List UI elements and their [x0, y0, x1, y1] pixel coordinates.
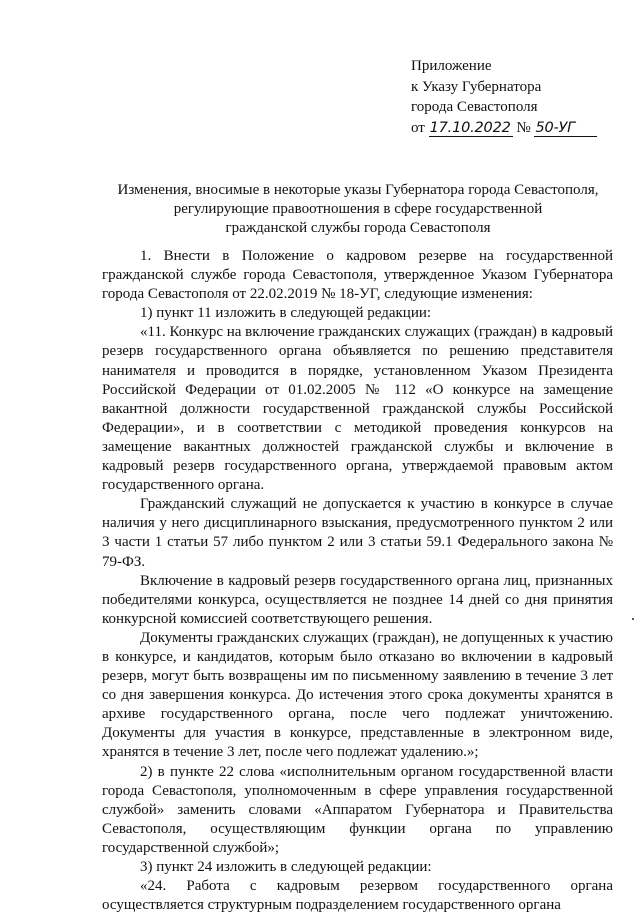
handwritten-number: 50-УГ [534, 120, 597, 137]
appendix-date-line [411, 118, 626, 139]
paragraph-4: Гражданский служащий не допускается к участию в конкурсе в случае наличия у него дисциплинарного взыскания, предусмотренного пунктом 2 или 3 части 1 статьи 57 либо пунктом 2 или 3 статьи 59.1 Федерального закона № 79-ФЗ. [102, 496, 613, 570]
appendix-line-1: Приложение [411, 58, 492, 74]
paragraph-6: Документы гражданских служащих (граждан), не допущенных к участию в конкурсе, и кандидатов, которым было отказано во включении в кадровый резерв, могут быть возвращены им по письменному заявлению в течение 3 лет со дня завершения конкурса. До истечения этого срока документы хранятся в архиве государственного органа, после чего подлежат уничтожению. Документы для участия в конкурсе, представленные в электронном виде, хранятся в течение 3 лет, после чего подлежат удалению.»; [102, 629, 613, 761]
document-body [102, 247, 613, 915]
document-title [100, 181, 616, 238]
date-prefix: от [411, 119, 425, 136]
number-sign: № [516, 119, 531, 136]
appendix-line-2: к Указу Губернатора [411, 78, 542, 95]
title-line-1: Изменения, вносимые в некоторые указы Губернатора города Севастополя, [117, 182, 599, 198]
appendix-block [411, 56, 626, 138]
title-line-3: гражданской службы города Севастополя [225, 220, 491, 236]
paragraph-2: 1) пункт 11 изложить в следующей редакции: [140, 305, 432, 322]
paragraph-8: 3) пункт 24 изложить в следующей редакции: [140, 859, 432, 875]
paragraph-3: «11. Конкурс на включение гражданских служащих (граждан) в кадровый резерв государственного органа объявляется по решению представителя нанимателя и проводится в порядке, установленном Указом Президента Российской Федерации от 01.02.2005 № 112 «О конкурсе на замещение вакантной должности государственной гражданской службы Российской Федерации», и в соответствии с методикой проведения конкурсов на замещение вакантных должностей гражданской службы и включение в кадровый резерв государственного органа, утверждаемой правовым актом государственного органа. [102, 324, 613, 494]
appendix-line-3: города Севастополя [411, 99, 538, 115]
paragraph-5: Включение в кадровый резерв государственного органа лиц, признанных победителями конкурса, осуществляется не позднее 14 дней со дня принятия конкурсной комиссией соответствующего решения. [102, 572, 613, 627]
title-line-2: регулирующие правоотношения в сфере государственной [173, 201, 543, 217]
paragraph-7: 2) в пункте 22 слова «исполнительным органом государственной власти города Севастополя, уполномоченным в сфере управления государственной службой» заменить словами «Аппаратом Губернатора и Правительства Севастополя, осуществляющим функции органа по управлению государственной службой»; [102, 763, 613, 856]
paragraph-9: «24. Работа с кадровым резервом государственного органа осуществляется структурным подразделением государственного органа [102, 878, 613, 914]
scan-speck [632, 618, 634, 620]
paragraph-1: 1. Внести в Положение о кадровом резерве на государственной гражданской службе города Севастополя, утвержденное Указом Губернатора города Севастополя от 22.02.2019 № 18-УГ, следующие изменения: [102, 248, 613, 303]
handwritten-date: 17.10.2022 [429, 119, 511, 136]
